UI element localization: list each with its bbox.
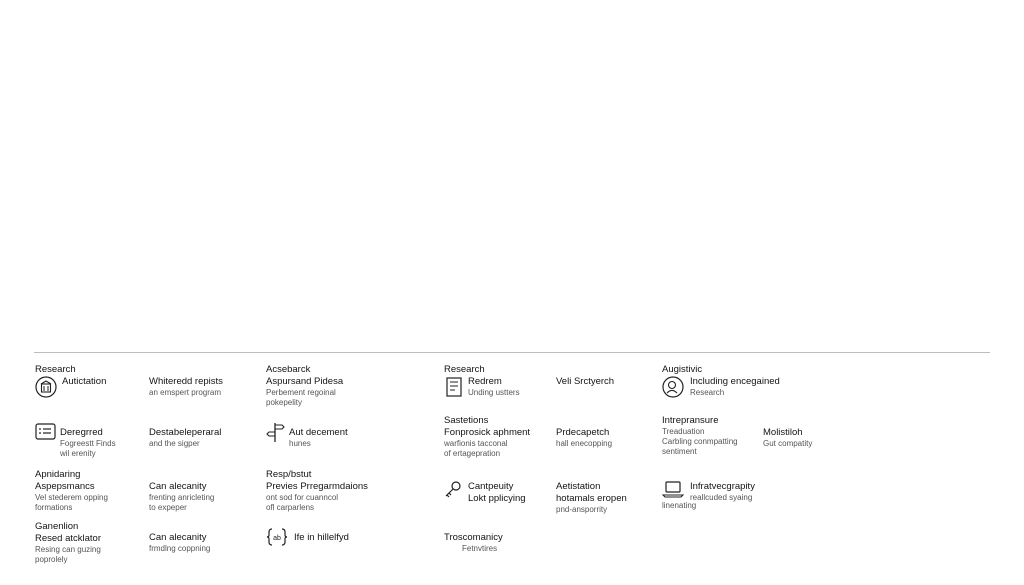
key-icon [443,479,465,501]
feature-heading: Resp/bstut [266,469,312,480]
feature-research-autictation [35,364,76,376]
laptop-icon [662,478,684,500]
feature-title: Aspursand Pidesa [266,376,344,387]
feature-title: Can alecanity [149,532,207,543]
feature-sub: hunes [289,439,311,448]
feature-sub: Carbling conmpatting [662,437,738,446]
feature-respbstut [266,469,368,513]
feature-ife-in [294,532,349,544]
feature-sub: wil erenity [60,449,96,458]
feature-sub: poprolely [35,555,68,564]
feature-heading: Apnidaring [35,469,81,480]
feature-title: Veli Srctyerch [556,376,615,387]
feature-title: Autictation [62,376,107,387]
feature-title: Aspepsmancs [35,481,95,492]
feature-title: Aetistation [556,481,601,492]
feature-redrem [468,376,520,398]
feature-aut-decement [289,427,348,449]
feature-linenating [662,501,696,511]
feature-title: Infratvecgrapity [690,481,755,492]
signpost-icon [266,421,288,443]
feature-title: Aut decement [289,427,348,438]
feature-autictation [62,376,106,388]
feature-including [690,376,780,398]
feature-sub: Research [690,388,725,397]
feature-heading: Acsebarck [266,364,311,375]
feature-aetistation [556,481,627,515]
feature-intrepransure [662,415,738,457]
feature-sastetions [444,415,530,459]
feature-title: Troscomanicy [444,532,503,543]
svg-text:ab: ab [273,535,281,542]
feature-title: Destabeleperaral [149,427,222,438]
feature-sub: formations [35,503,73,512]
feature-title: Resed atcklator [35,533,102,544]
feature-sub: Gut compatity [763,439,813,448]
feature-title: Whiteredd repists [149,376,223,387]
feature-sub: an emspert program [149,388,222,397]
feature-troscomanicy [444,532,503,554]
feature-title: Molistiloh [763,427,803,438]
feature-sub: of ertagepration [444,449,501,458]
section-divider [34,352,990,353]
feature-ganenlion [35,521,101,565]
feature-heading: Ganenlion [35,521,79,532]
feature-sub: hall enecopping [556,439,613,448]
feature-sub: hotamals eropen [556,493,627,504]
feature-sub: Treaduation [662,427,705,436]
feature-sub: warfionis tacconal [444,439,508,448]
feature-deregrred [60,427,116,459]
feature-title: Redrem [468,376,502,387]
feature-title: Previes Prregarmdaions [266,481,368,492]
feature-sub: Vel stederem opping [35,493,108,502]
feature-destabele [149,427,221,449]
feature-acsebarck [266,364,343,408]
feature-sub: reallcuded syaing [690,493,753,502]
feature-sub: Lokt pplicying [468,493,526,504]
code-icon [266,526,288,548]
feature-heading: Intrepransure [662,415,719,426]
feature-sub: sentiment [662,447,697,456]
feature-infratvecgrapity [690,481,755,503]
feature-sub: ofl carparlens [266,503,315,512]
search-person-icon [662,376,684,398]
feature-molistiloh [763,427,812,449]
feature-sub: frenting anricleting [149,493,215,502]
feature-sub: pokepelity [266,398,303,407]
feature-cantpeuity [468,481,526,505]
feature-heading: Research [444,364,485,375]
feature-research-2 [444,364,485,376]
feature-sub: frmdlng coppning [149,544,211,553]
feature-sub: Resing can guzing [35,545,101,554]
list-icon [35,421,57,443]
feature-prdecapetch [556,427,612,449]
feature-sub: Fogreestt Finds [60,439,116,448]
feature-augistivic [662,364,702,376]
feature-sub: and the sigper [149,439,200,448]
feature-title: Deregrred [60,427,103,438]
feature-heading: Research [35,364,76,375]
feature-apnidaring [35,469,108,513]
feature-sub: ont sod for cuanncol [266,493,339,502]
feature-whiteredd [149,376,223,398]
feature-title: Can alecanity [149,481,207,492]
feature-sub: to expeper [149,503,187,512]
feature-veli [556,376,614,388]
feature-heading: Augistivic [662,364,703,375]
feature-title: Ife in hillelfyd [294,532,349,543]
building-icon [35,376,57,398]
feature-sub: Fetnvtires [462,544,498,553]
document-icon [444,376,466,398]
feature-sub: Perbement regoinal [266,388,336,397]
feature-title: Cantpeuity [468,481,514,492]
feature-heading: Sastetions [444,415,489,426]
feature-title: Fonprosick aphment [444,427,531,438]
feature-title: Prdecapetch [556,427,610,438]
feature-can-alecanity [149,481,214,513]
feature-sub: pnd-ansporrity [556,505,608,514]
feature-can-alecanity-2 [149,532,210,554]
feature-sub: linenating [662,501,697,510]
feature-sub: Unding ustters [468,388,520,397]
feature-title: Including encegained [690,376,780,387]
